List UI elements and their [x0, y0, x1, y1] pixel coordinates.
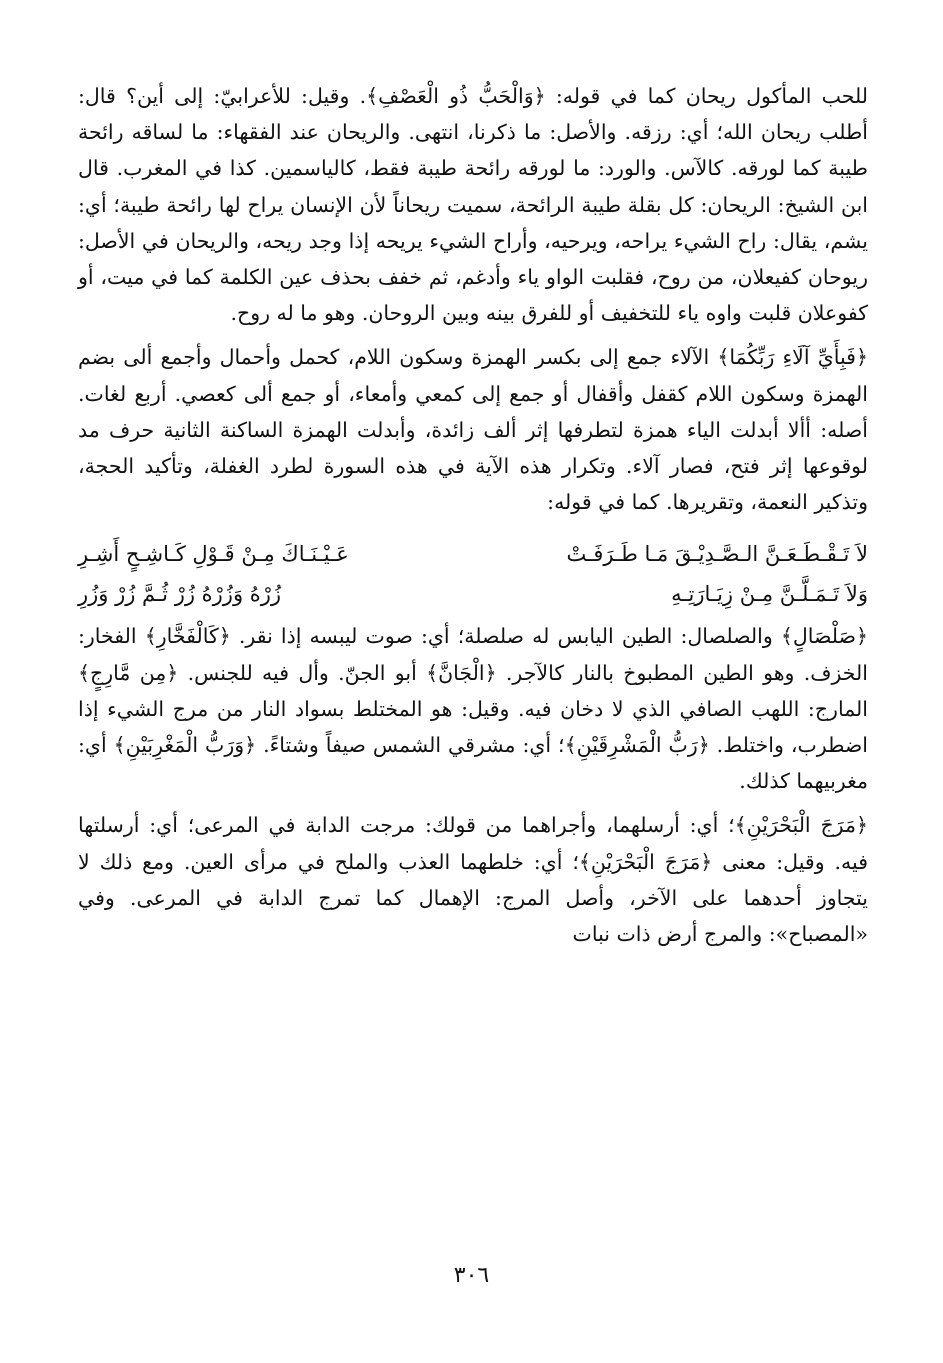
- paragraph-rayhan: للحب المأكول ريحان كما في قوله: ﴿وَالْحَبُّ ذُو الْعَصْفِ﴾. وقيل: للأعرابيّ: إلى أين؟ قال: أطلب ريحان الله؛ أي: رزقه. والأصل: ما ذكرنا، انتهى. والريحان عند الفقهاء: ما لساقه رائحة طيبة كما لورقه. كالآس. والورد: ما لورقه رائحة طيبة فقط، كالياسمين. كذا في المغرب. قال ابن الشيخ: الريحان: كل بقلة طيبة الرائحة، سميت ريحاناً لأن الإنسان يراح لها رائحة طيبة؛ أي: يشم، يقال: راح الشيء يراحه، ويرحيه، وأراح الشيء يريحه إذا وجد ريحه، والريحان في الأصل: ريوحان كفيعلان، من روح، فقلبت الواو ياء وأدغم، ثم خفف بحذف عين الكلمة كما في ميت، أو كفوعلان قلبت واوه ياء للتخفيف أو للفرق بينه وبين الروحان. وهو ما له روح.: [78, 84, 868, 326]
- page-body: [78, 78, 868, 952]
- poem-second-hemistich: عَـيْـنَـاكَ مِـنْ قَـوْلِ كَـاشِـحٍ أَشِـرِ: [78, 542, 349, 567]
- paragraph-salsal: ﴿صَلْصَالٍ﴾ والصلصال: الطين اليابس له صلصلة؛ أي: صوت ليبسه إذا نقر. ﴿كَالْفَخَّارِ﴾ الفخار: الخزف. وهو الطين المطبوخ بالنار كالآجر. ﴿الْجَانَّ﴾ أبو الجنّ. وأل فيه للجنس. ﴿مِن مَّارِجٍ﴾ المارج: اللهب الصافي الذي لا دخان فيه. وقيل: هو المختلط بسواد النار من مرج الشيء إذا اضطرب، واختلط. ﴿رَبُّ الْمَشْرِقَيْنِ﴾؛ أي: مشرقي الشمس صيفاً وشتاءً. ﴿وَرَبُّ الْمَغْرِبَيْنِ﴾ أي: مغربيهما كذلك.: [78, 624, 868, 794]
- poem-verses: [78, 534, 868, 614]
- poem-line: [78, 534, 868, 574]
- paragraph-maraj: ﴿مَرَجَ الْبَحْرَيْنِ﴾؛ أي: أرسلهما، وأجراهما من قولك: مرجت الدابة في المرعى؛ أي: أرسلتها فيه. وقيل: معنى ﴿مَرَجَ الْبَحْرَيْنِ﴾؛ أي: خلطهما العذب والملح في مرأى العين. ومع ذلك لا يتجاوز أحدهما على الآخر، وأصل المرج: الإهمال كما تمرج الدابة في المرعى. وفي «المصباح»: والمرج أرض ذات نبات: [78, 813, 868, 947]
- page-number: ٣٠٦: [453, 1263, 490, 1288]
- paragraph-alaa: ﴿فَبِأَيِّ آلَاءِ رَبِّكُمَا﴾ الآلاء جمع إلى بكسر الهمزة وسكون اللام، كحمل وأحمال وأجمع ألى بضم الهمزة وسكون اللام كقفل وأقفال أو جمع إلى كمعي وأمعاء، أو جمع ألى كعصي. أربع لغات. أصله: أألا أبدلت الياء همزة لتطرفها إثر ألف زائدة، وأبدلت الهمزة الساكنة الثانية حرف مد لوقوعها إثر فتح، فصار آلاء. وتكرار هذه الآية في هذه السورة لطرد الغفلة، وتأكيد الحجة، وتذكير النعمة، وتقريرها. كما في قوله:: [78, 345, 868, 515]
- poem-first-hemistich: لاَ تَـقْـطَـعَـنَّ الـصَّـدِيْـقَ مَـا طَـرَفَـتْ: [566, 542, 868, 567]
- poem-line: [78, 574, 868, 614]
- poem-first-hemistich: وَلاَ تَـمَـلَّـنَّ مِـنْ زِيَـارَتِـهِ: [671, 582, 868, 607]
- poem-second-hemistich: زُرْهُ وَزُرْهُ زُرْ ثُـمَّ زُرْ وَزُرِ: [78, 582, 282, 607]
